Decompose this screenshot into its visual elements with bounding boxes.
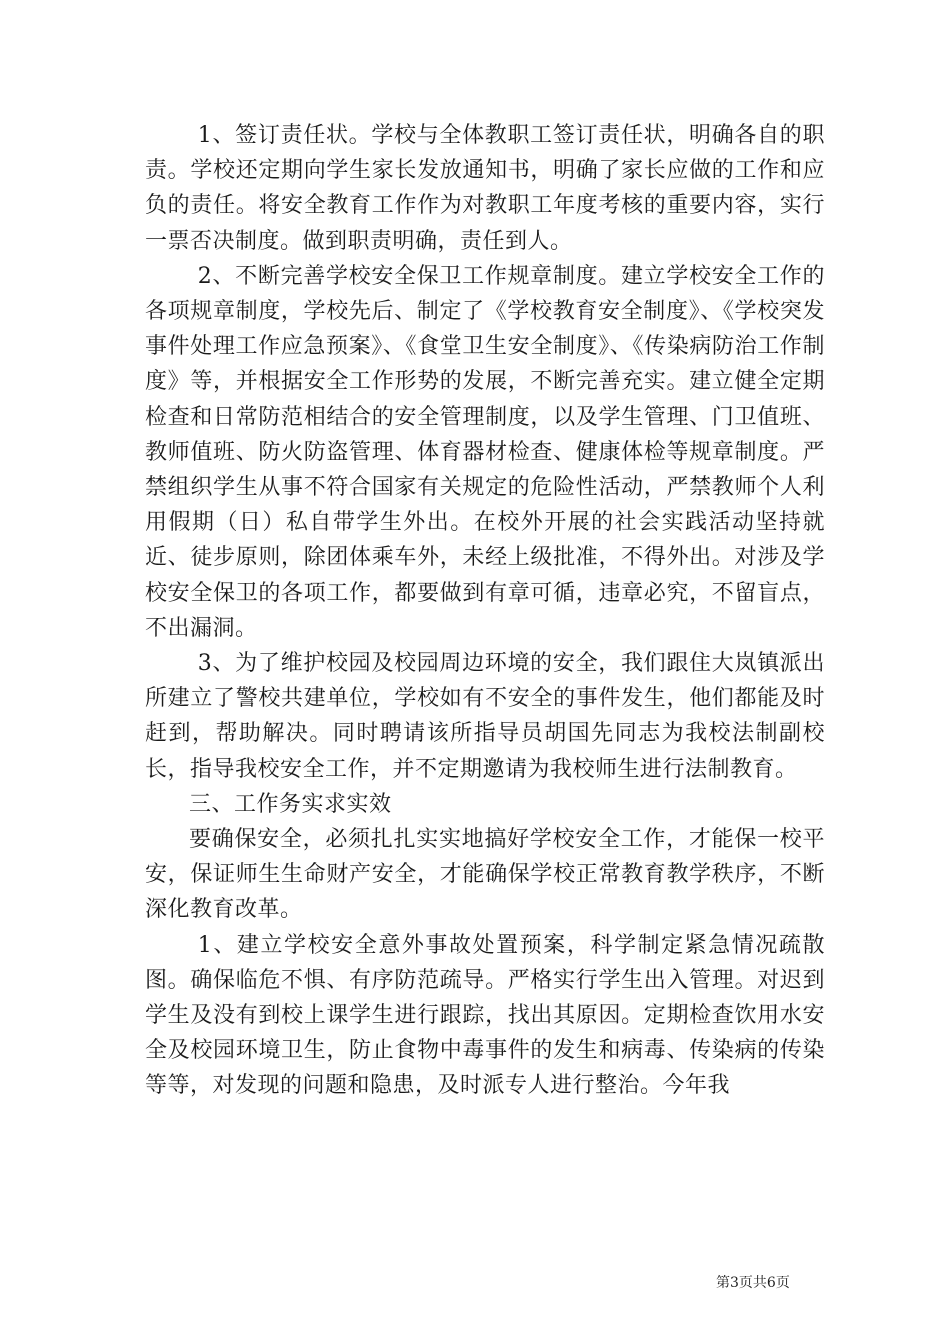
paragraph-responsibility-contract: 1、签订责任状。学校与全体教职工签订责任状，明确各自的职责。学校还定期向学生家长发放通知书，明确了家长应做的工作和应负的责任。将安全教育工作作为对教职工年度考核的重要内容，实行一票否决制度。做到职责明确，责任到人。 (145, 123, 825, 254)
page-number-footer: 第3页共6页 (716, 1275, 790, 1291)
paragraph-ensure-safety: 要确保安全，必须扎扎实实地搞好学校安全工作，才能保一校平安，保证师生生命财产安全，才能确保学校正常教育教学秩序，不断深化教育改革。 (145, 827, 825, 923)
document-body (145, 118, 825, 1104)
section-heading-practical-results: 三、工作务实求实效 (189, 791, 392, 817)
paragraph-emergency-plan: 1、建立学校安全意外事故处置预案，科学制定紧急情况疏散图。确保临危不惧、有序防范疏导。严格实行学生出入管理。对迟到学生及没有到校上课学生进行跟踪，找出其原因。定期检查饮用水安全及校园环境卫生，防止食物中毒事件的发生和病毒、传染病的传染等等，对发现的问题和隐患，及时派专人进行整治。今年我 (145, 932, 825, 1099)
paragraph-security-rules: 2、不断完善学校安全保卫工作规章制度。建立学校安全工作的各项规章制度，学校先后、制定了《学校教育安全制度》、《学校突发事件处理工作应急预案》、《食堂卫生安全制度》、《传染病防治工作制度》等，并根据安全工作形势的发展，不断完善充实。建立健全定期检查和日常防范相结合的安全管理制度，以及学生管理、门卫值班、教师值班、防火防盗管理、体育器材检查、健康体检等规章制度。严禁组织学生从事不符合国家有关规定的危险性活动，严禁教师个人利用假期（日）私自带学生外出。在校外开展的社会实践活动坚持就近、徒步原则，除团体乘车外，未经上级批准，不得外出。对涉及学校安全保卫的各项工作，都要做到有章可循，违章必究，不留盲点，不出漏洞。 (145, 263, 825, 641)
paragraph-police-school-cooperation: 3、为了维护校园及校园周边环境的安全，我们跟住大岚镇派出所建立了警校共建单位，学校如有不安全的事件发生，他们都能及时赶到，帮助解决。同时聘请该所指导员胡国先同志为我校法制副校长，指导我校安全工作，并不定期邀请为我校师生进行法制教育。 (145, 651, 825, 782)
